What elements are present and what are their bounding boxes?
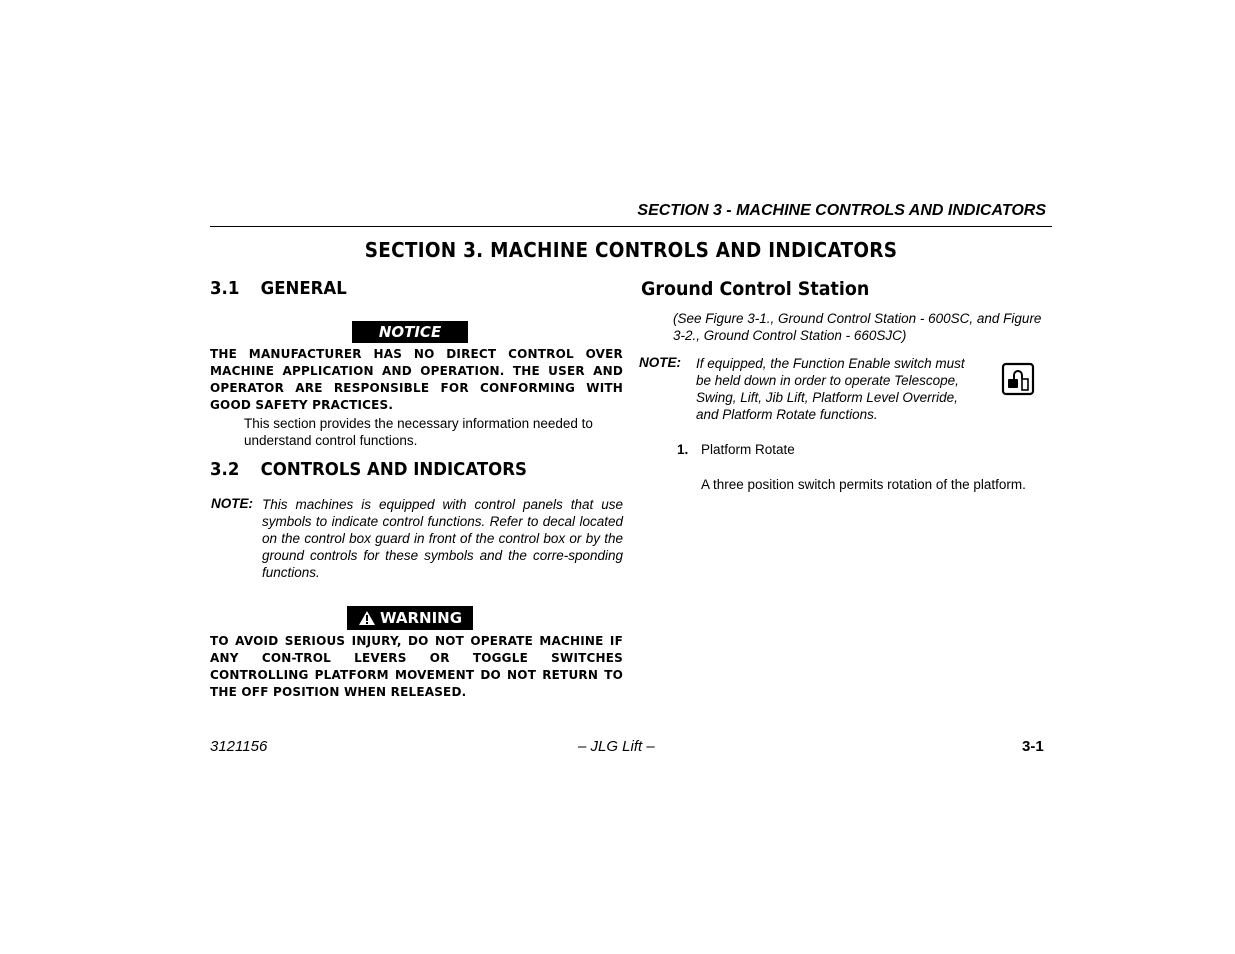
running-header: SECTION 3 - MACHINE CONTROLS AND INDICATORS [637, 202, 1046, 219]
figure-reference: (See Figure 3-1., Ground Control Station - 600SC, and Figure 3-2., Ground Control Station - 660SJC) [673, 311, 1042, 343]
controls-note-text [262, 496, 623, 581]
page-title: SECTION 3. MACHINE CONTROLS AND INDICATORS [364, 238, 898, 262]
section-heading-controls [210, 459, 527, 480]
footer-doc-number: 3121156 [210, 738, 268, 755]
note-label: NOTE: [639, 355, 681, 370]
warning-badge [347, 606, 473, 630]
footer-center: – JLG Lift – [578, 738, 655, 755]
section-number: 3.1 [210, 278, 240, 299]
warning-triangle-icon [358, 610, 376, 626]
general-body-text: This section provides the necessary information needed to understand control functions. [244, 416, 593, 448]
ground-note-text: If equipped, the Function Enable switch must be held down in order to operate Telescope, Swing, Lift, Jib Lift, Platform Level Override, and Platform Rotate functions. [696, 356, 965, 422]
warning-label: WARNING [379, 609, 463, 627]
note-body: This machines is equipped with control panels that use symbols to indicate control functions. Refer to decal located on the control box guard in front of the control box or by the ground controls for these symbols and the corre-sponding functions. [262, 497, 623, 580]
footer-page-number: 3-1 [1022, 738, 1044, 755]
list-item-title: Platform Rotate [701, 442, 795, 457]
section-number: 3.2 [210, 459, 240, 480]
ground-control-heading: Ground Control Station [641, 278, 870, 300]
note-label: NOTE: [211, 496, 253, 511]
notice-text: THE MANUFACTURER HAS NO DIRECT CONTROL OVER MACHINE APPLICATION AND OPERATION. THE USER AND OPERATOR ARE RESPONSIBLE FOR CONFORMING WITH GOOD SAFETY PRACTICES. [210, 347, 623, 412]
function-enable-switch-icon [1001, 362, 1035, 396]
section-heading-general [210, 278, 347, 299]
section-title: GENERAL [260, 278, 347, 299]
section-title: CONTROLS AND INDICATORS [260, 459, 527, 480]
header-rule [210, 226, 1052, 227]
notice-badge: NOTICE [352, 321, 468, 343]
list-item-description: A three position switch permits rotation of the platform. [701, 477, 1026, 492]
warning-text: TO AVOID SERIOUS INJURY, DO NOT OPERATE MACHINE IF ANY CON-TROL LEVERS OR TOGGLE SWITCHES CONTROLLING PLATFORM MOVEMENT DO NOT RETURN TO THE OFF POSITION WHEN RELEASED. [210, 634, 623, 699]
list-item-number: 1. [677, 442, 689, 457]
